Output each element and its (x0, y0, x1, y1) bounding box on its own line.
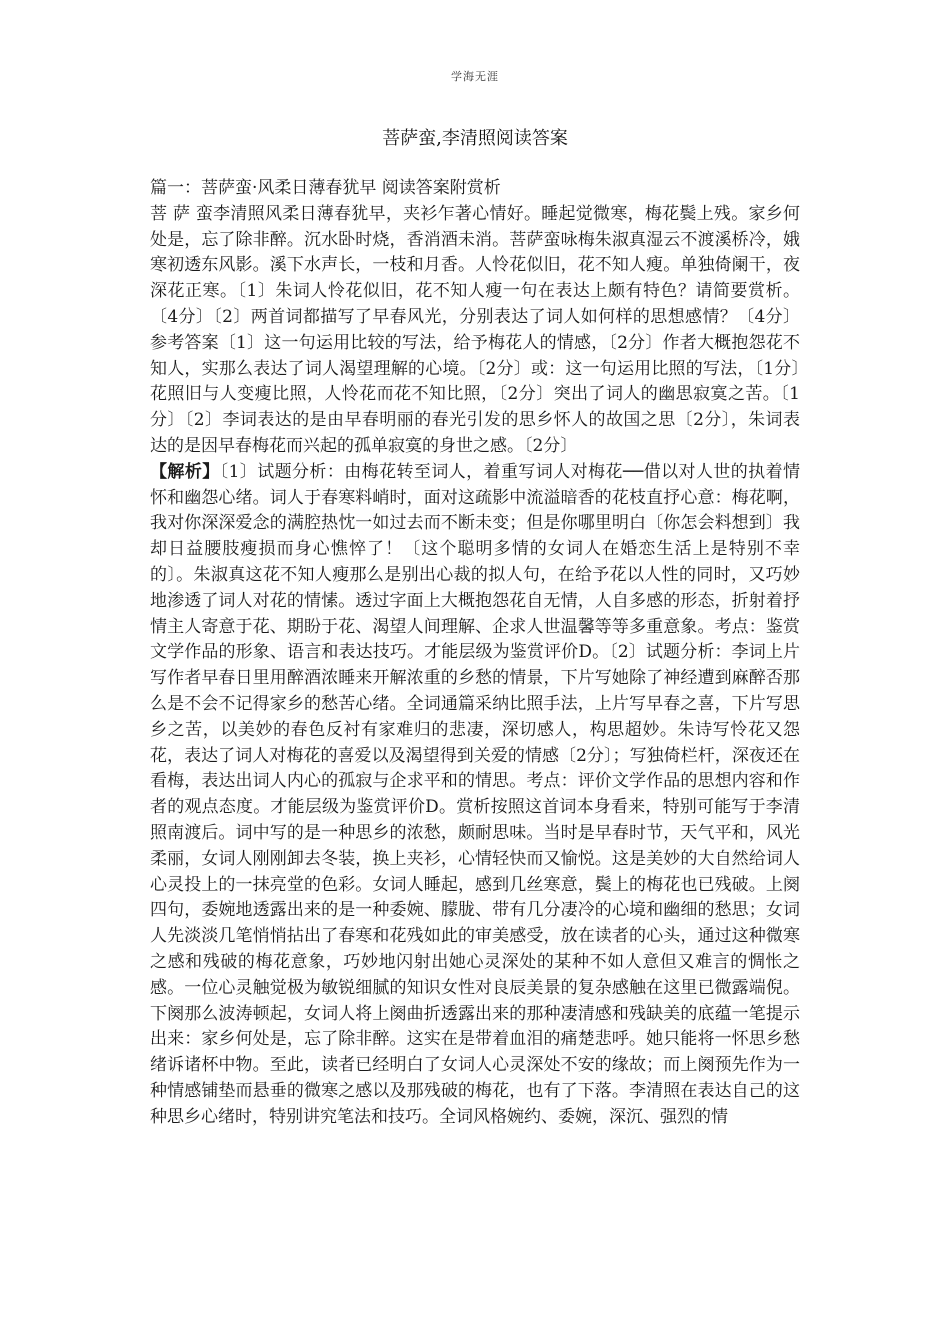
document-title: 菩萨蛮,李清照阅读答案 (382, 128, 568, 149)
section-heading: 篇一：菩萨蛮·风柔日薄春犹早 阅读答案附赏析 (150, 178, 501, 198)
analysis-paragraph (150, 460, 800, 1131)
document-body (150, 176, 800, 1130)
analysis-text: 〔1〕试题分析：由梅花转至词人，着重写词人对梅花──借以对人世的执着情怀和幽怨心绪。词人于春寒料峭时，面对这疏影中流溢暗香的花枝直抒心意：梅花啊，我对你深深爱念的满腔热忱一如过去而不断未变；但是你哪里明白〔你怎会料想到〕我却日益腰肢瘦损而身心憔悴了！〔这个聪明多情的女词人在婚恋生活上是特别不幸的〕。朱淑真这花不知人瘦那么是别出心裁的拟人句，在给予花以人性的同时，又巧妙地渗透了词人对花的情愫。透过字面上大概抱怨花自无情，人自多感的形态，折射着抒情主人寄意于花、期盼于花、渴望人间理解、企求人世温馨等等多重意象。考点：鉴赏文学作品的形象、语言和表达技巧。才能层级为鉴赏评价D。〔2〕试题分析：李词上片写作者早春日里用醉酒浓睡来开解浓重的乡愁的情景，下片写她除了神经遭到麻醉否那么是不会不记得家乡的愁苦心绪。全词通篇采纳比照手法，上片写早春之喜，下片写思乡之苦，以美妙的春色反衬有家难归的悲凄，深切感人，构思超妙。朱诗写怜花又怨花，表达了词人对梅花的喜爱以及渴望得到关爱的情感〔2分〕；写独倚栏杆，深夜还在看梅，表达出词人内心的孤寂与企求平和的情思。考点：评价文学作品的思想内容和作者的观点态度。才能层级为鉴赏评价D。赏析按照这首词本身看来，特别可能写于李清照南渡后。词中写的是一种思乡的浓愁，颇耐思味。当时是早春时节，天气平和，风光柔丽，女词人刚刚卸去冬装，换上夹衫，心情轻快而又愉悦。这是美妙的大自然给词人心灵投上的一抹亮堂的色彩。女词人睡起，感到几丝寒意，鬓上的梅花也已残破。上阕四句，委婉地透露出来的是一种委婉、朦胧、带有几分凄冷的心境和幽细的愁思；女词人先淡淡几笔悄悄拈出了春寒和花残如此的审美感受，放在读者的心头，通过这种微寒之感和残破的梅花意象，巧妙地闪射出她心灵深处的某种不如人意但又难言的惆怅之感。一位心灵触觉极为敏锐细腻的知识女性对良辰美景的复杂感触在这里已微露端倪。下阕那么波涛顿起，女词人将上阕曲折透露出来的那种凄清感和残缺美的底蕴一笔提示出来：家乡何处是，忘了除非醉。这实在是带着血泪的痛楚悲呼。她只能将一怀思乡愁绪诉诸杯中物。至此，读者已经明白了女词人心灵深处不安的缘故；而上阕预先作为一种情感铺垫而悬垂的微寒之感以及那残破的梅花，也有了下落。李清照在表达自己的这种思乡心绪时，特别讲究笔法和技巧。全词风格婉约、委婉，深沉、强烈的情 (150, 461, 800, 1127)
analysis-label: 【解析】 (150, 461, 220, 482)
page-header: 学海无涯 (451, 70, 499, 83)
poem-and-answer-paragraph: 菩 萨 蛮李清照风柔日薄春犹早，夹衫乍著心情好。睡起觉微寒，梅花鬓上残。家乡何处是，忘了除非醉。沉水卧时烧，香消酒未消。菩萨蛮咏梅朱淑真湿云不渡溪桥冷，娥寒初透东风影。溪下水声长，一枝和月香。人怜花似旧，花不知人瘦。单独倚阑干，夜深花正寒。〔1〕朱词人怜花似旧，花不知人瘦一句在表达上颇有特色？请简要赏析。〔4分〕〔2〕两首词都描写了早春风光，分别表达了词人如何样的思想感情？〔4分〕参考答案〔1〕这一句运用比较的写法，给予梅花人的情感，〔2分〕作者大概抱怨花不知人，实那么表达了词人渴望理解的心境。〔2分〕或：这一句运用比照的写法，〔1分〕花照旧与人变瘦比照，人怜花而花不知比照，〔2分〕突出了词人的幽思寂寞之苦。〔1分〕〔2〕李词表达的是由早春明丽的春光引发的思乡怀人的故国之思〔2分〕，朱词表达的是因早春梅花而兴起的孤单寂寞的身世之感。〔2分〕 (150, 203, 800, 456)
